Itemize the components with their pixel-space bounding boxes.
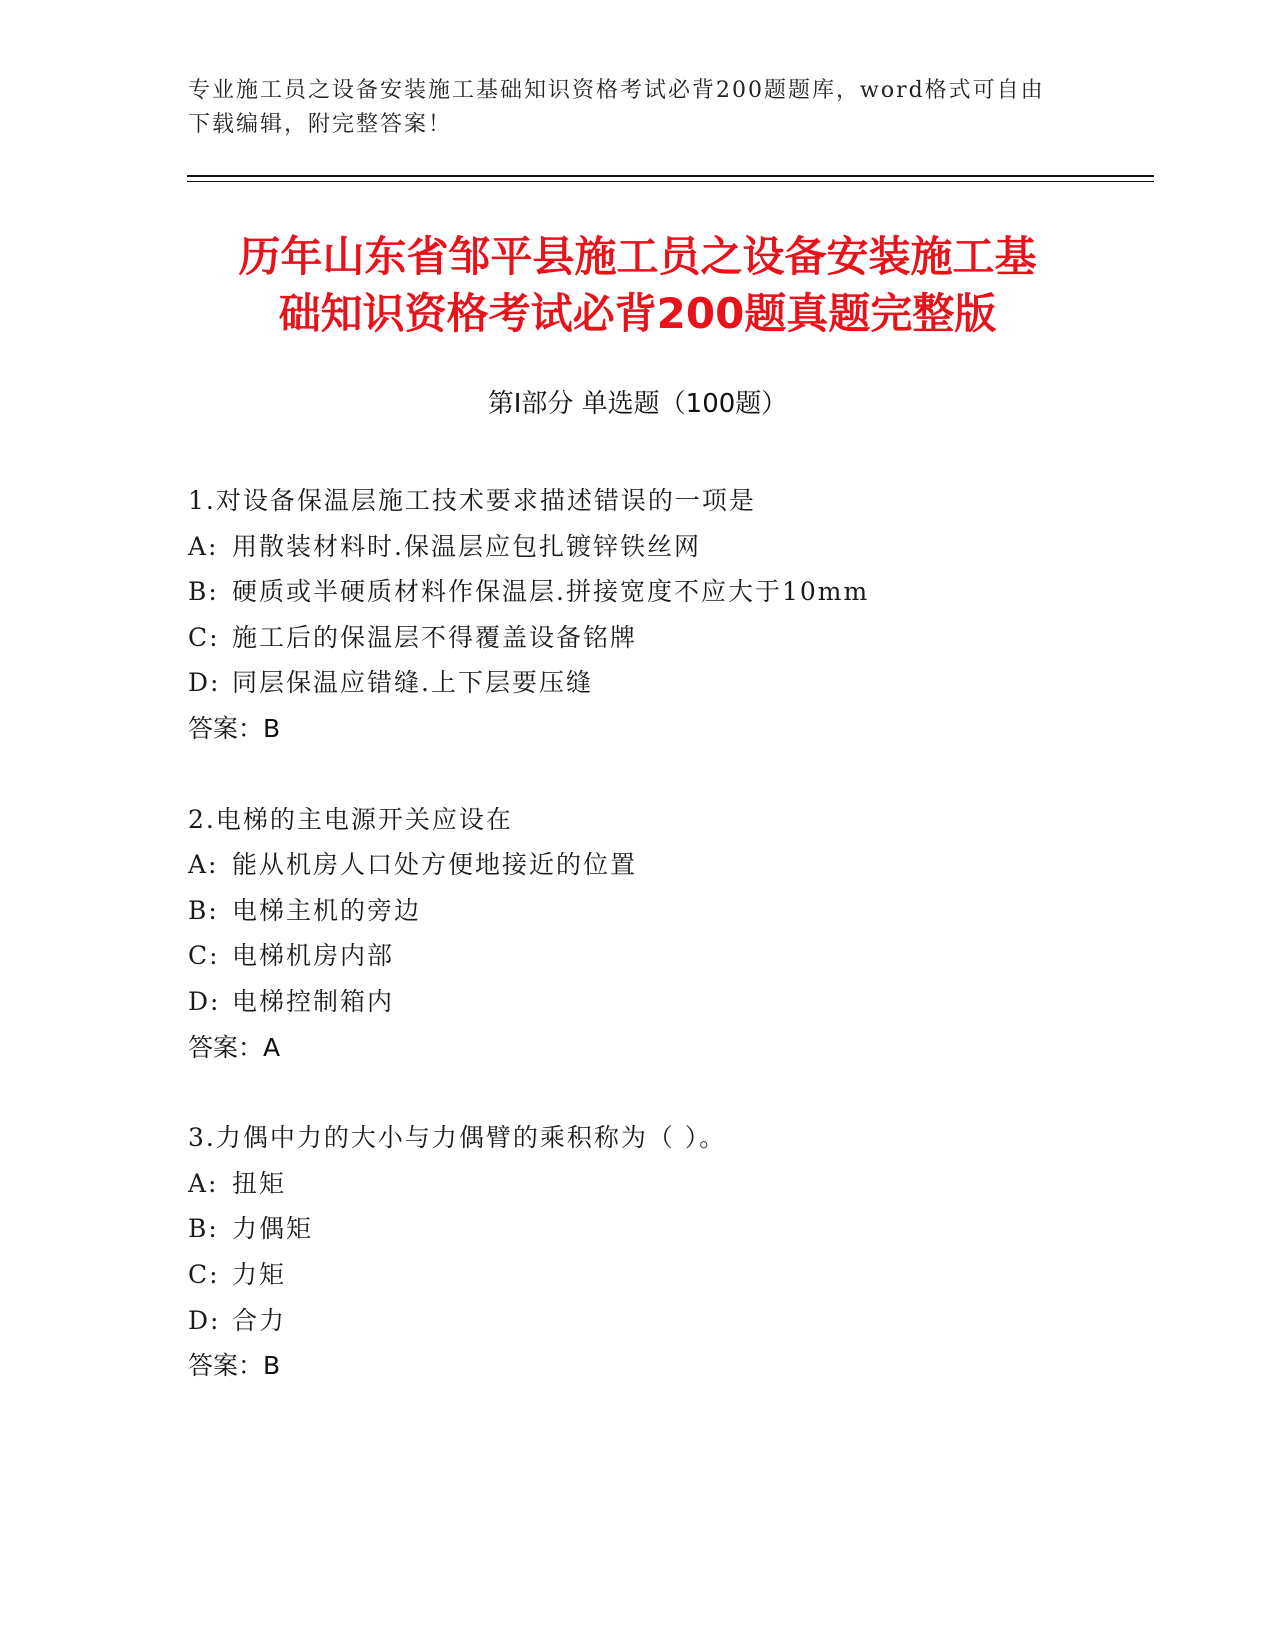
option-label: D: [188, 1305, 221, 1335]
option-text: 合力 [232, 1305, 287, 1335]
option-text: 电梯控制箱内 [232, 986, 395, 1016]
header-divider-thick [187, 175, 1154, 177]
option-text: 同层保温应错缝.上下层要压缝 [232, 668, 593, 698]
option-b [188, 569, 1138, 615]
option-d [188, 660, 1138, 706]
option-label: B: [188, 577, 219, 607]
option-label: C: [188, 622, 220, 652]
question-1 [188, 478, 1138, 752]
document-title-line-1: 历年山东省邹平县施工员之设备安装施工基 [238, 232, 1037, 281]
option-label: B: [188, 895, 219, 925]
option-text: 施工后的保温层不得覆盖设备铭牌 [232, 622, 638, 652]
question-stem: 3.力偶中力的大小与力偶臂的乘积称为（ ）。 [188, 1123, 727, 1153]
option-text: 力矩 [232, 1259, 287, 1289]
option-c [188, 1252, 1138, 1298]
option-a [188, 842, 1138, 888]
option-d [188, 1298, 1138, 1344]
section-title: 第Ⅰ部分 单选题（100题） [487, 389, 788, 419]
question-stem: 1.对设备保温层施工技术要求描述错误的一项是 [188, 486, 756, 515]
document-title [150, 228, 1125, 342]
option-c [188, 933, 1138, 979]
answer: 答案：B [188, 713, 281, 743]
option-b [188, 888, 1138, 934]
option-d [188, 979, 1138, 1025]
option-a [188, 1161, 1138, 1207]
answer: 答案：A [188, 1032, 281, 1062]
option-b [188, 1206, 1138, 1252]
option-label: B: [188, 1214, 219, 1244]
question-2 [188, 797, 1138, 1071]
option-text: 能从机房人口处方便地接近的位置 [232, 850, 638, 880]
option-text: 电梯机房内部 [232, 941, 395, 971]
document-title-line-2: 础知识资格考试必背200题真题完整版 [278, 289, 997, 338]
option-label: D: [188, 986, 221, 1016]
option-label: A: [188, 1168, 219, 1198]
option-text: 用散装材料时.保温层应包扎镀锌铁丝网 [232, 531, 701, 561]
option-text: 硬质或半硬质材料作保温层.拼接宽度不应大于10mm [232, 577, 870, 607]
option-label: A: [188, 850, 219, 880]
option-text: 力偶矩 [232, 1214, 314, 1244]
option-label: D: [188, 668, 221, 698]
option-label: C: [188, 1259, 220, 1289]
option-label: A: [188, 531, 219, 561]
question-3 [188, 1115, 1138, 1389]
header-divider-thin [187, 181, 1154, 182]
option-c [188, 615, 1138, 661]
question-list [188, 478, 1138, 1434]
option-a [188, 524, 1138, 570]
header-note-line-1: 专业施工员之设备安装施工基础知识资格考试必背200题题库，word格式可自由 [188, 78, 1045, 103]
option-label: C: [188, 941, 220, 971]
option-text: 电梯主机的旁边 [232, 895, 422, 925]
header-note-line-2: 下载编辑，附完整答案！ [188, 112, 453, 137]
answer: 答案：B [188, 1351, 281, 1381]
question-stem: 2.电梯的主电源开关应设在 [188, 804, 513, 834]
header-note [188, 74, 1088, 142]
option-text: 扭矩 [232, 1168, 287, 1198]
